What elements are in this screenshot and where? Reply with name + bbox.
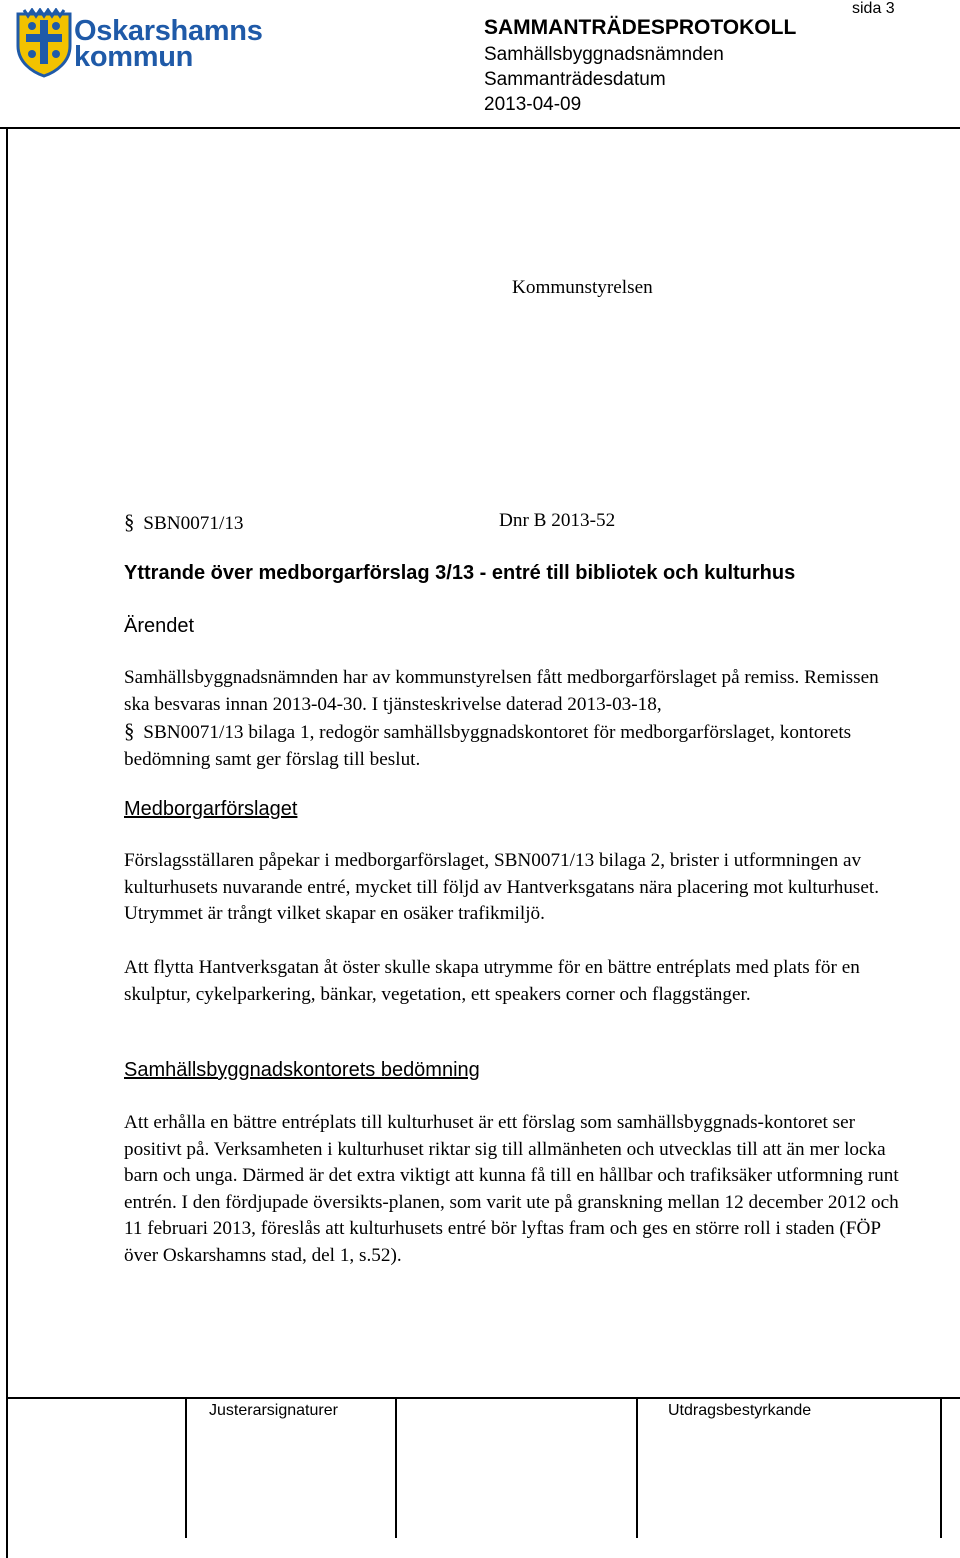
meeting-date-label: Sammanträdesdatum [484, 69, 666, 90]
extract-certification-label: Utdragsbestyrkande [668, 1402, 812, 1419]
coat-of-arms-icon [14, 8, 74, 78]
logo-wordmark [74, 15, 263, 73]
section-heading-bedomning: Samhällsbyggnadskontorets bedömning [124, 1059, 480, 1081]
medborgarforslaget-paragraph-2: Att flytta Hantverksgatan åt öster skulle skapa utrymme för en bättre entréplats med plats för en skulptur, cykelparkering, bänkar, vegetation, ett speakers corner och flaggstänger. [124, 957, 860, 1005]
paragraph-icon: § [124, 510, 135, 534]
footer-cell-divider [636, 1398, 638, 1538]
logo-text-line2: kommun [74, 41, 194, 73]
bedomning-paragraph: Att erhålla en bättre entréplats till kulturhuset är ett förslag som samhällsbyggnads-kontoret ser positivt på. Verksamheten i kulturhuset riktar sig till allmänheten och utvecklas till att än mer locka barn och unga. Därmed är det extra viktigt att kunna få till en hållbar och trafiksäker utformning runt entrén. I den fördjupade översikts-planen, som varit ute på granskning mellan 12 december 2012 och 11 februari 2013, föreslås att kulturhusets entré bör lyftas fram och ges en större roll i staden (FÖP över Oskarshamns stad, del 1, s.52). [124, 1112, 899, 1266]
meeting-date: 2013-04-09 [484, 94, 582, 115]
paragraph-icon: § [124, 719, 135, 743]
document-title: Yttrande över medborgarförslag 3/13 - entré till bibliotek och kulturhus [124, 562, 796, 584]
section-heading-arendet: Ärendet [124, 615, 195, 637]
footer-cell-divider [940, 1398, 942, 1538]
logo-text-line1: Oskarshamns [74, 15, 263, 47]
committee-name: Samhällsbyggnadsnämnden [484, 44, 724, 65]
document-type: SAMMANTRÄDESPROTOKOLL [484, 16, 797, 39]
margin-line [6, 128, 8, 1558]
page-number: sida 3 [852, 0, 895, 17]
footer-divider [8, 1397, 960, 1399]
medborgarforslaget-paragraph-1: Förslagsställaren påpekar i medborgarförslaget, SBN0071/13 bilaga 2, brister i utformningen av kulturhusets nuvarande entré, mycket till följd av Hantverksgatans nära placering mot kulturhuset. Utrymmet är trångt vilket skapar en osäker trafikmiljö. [124, 850, 880, 924]
dnr-number: Dnr B 2013-52 [499, 510, 616, 531]
arendet-paragraph-continued: § SBN0071/13 bilaga 1, redogör samhällsbyggnadskontoret för medborgarförslaget, kontorets bedömning samt ger förslag till beslut. [124, 719, 852, 770]
case-reference [124, 510, 244, 535]
header-divider [0, 127, 960, 129]
footer-cell-divider [395, 1398, 397, 1538]
case-number: SBN0071/13 [143, 513, 244, 534]
signatures-label: Justerarsignaturer [209, 1402, 338, 1419]
footer-cell-divider [185, 1398, 187, 1538]
section-heading-medborgarforslaget: Medborgarförslaget [124, 798, 298, 820]
arendet-paragraph: Samhällsbyggnadsnämnden har av kommunstyrelsen fått medborgarförslaget på remiss. Remissen ska besvaras innan 2013-04-30. I tjänsteskrivelse daterad 2013-03-18, [124, 667, 879, 715]
recipient: Kommunstyrelsen [512, 277, 653, 298]
